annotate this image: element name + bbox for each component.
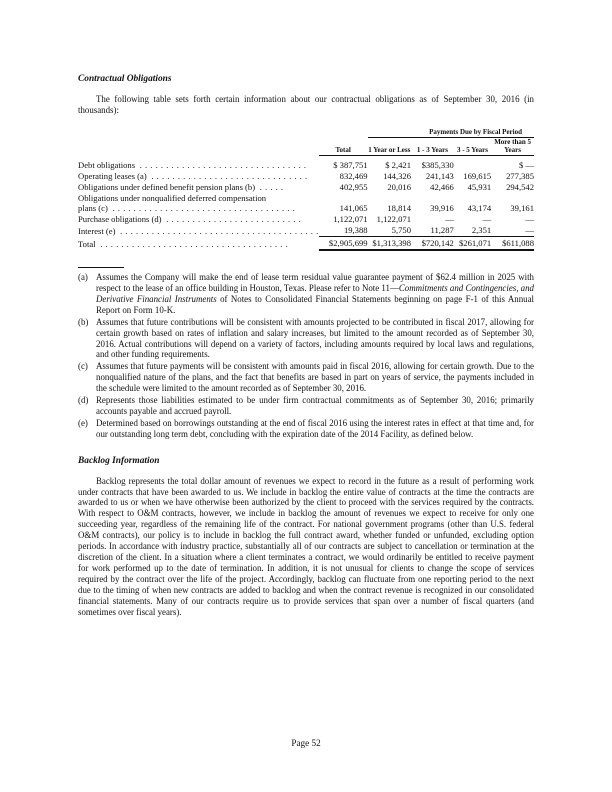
total-cell-3-5-years: $261,071 [454,237,491,250]
footnote-divider [78,267,124,268]
cell-total: 402,955 [339,181,368,192]
cell-more-than-5: 294,542 [506,181,534,192]
footnote-mark: (d) [78,395,89,406]
cell-total: 19,388 [343,225,368,236]
cell-more-than-5: 39,161 [510,203,534,214]
group-header-payments-due: Payments Due by Fiscal Period [368,128,534,138]
cell-1-year: 18,814 [387,203,412,214]
header-more-than-5-years: More than 5 Years [491,137,534,155]
table-row: Obligations under defined benefit pension plans (b) . . . . . 402,955 20,016 42,466 45,931 294,542 [78,181,534,192]
footnote-mark: (b) [78,316,89,327]
cell-more-than-5: — [525,225,534,236]
footnote-c [78,361,534,394]
cell-1-year: 1,122,071 [376,214,412,225]
footnote-d [78,395,534,417]
header-1-3-years: 1 - 3 Years [411,137,454,155]
table-row: Debt obligations . . . . . . . . . . . . . . . . . . . . . . . . . . . . . . . . $ 387,751 $ 2,421 $385,330 $ — [78,159,534,170]
cell-1-year: 20,016 [387,181,412,192]
total-cell-total: $2,905,699 [319,237,368,250]
header-1-year-or-less: 1 Year or Less [368,137,411,155]
row-label: Purchase obligations (d) [78,214,162,225]
section-heading-backlog-information: Backlog Information [78,455,160,466]
footnote-text: Assumes the Company will make the end of lease term residual value guarantee payment of $62.4 million in 2025 with respect to the lease of an office building in Houston, Texas. Please refer to Note 11—Commitments and Contingencies, and Derivative Financial Instruments of Notes to Consolidated Financial Statements beginning on page F-1 of this Annual Report on Form 10-K. [96,272,534,315]
footnote-mark: (a) [78,272,88,283]
row-label: plans (c) [78,203,108,214]
cell-1-3-years: — [445,214,454,225]
cell-3-5-years: 2,351 [471,225,492,236]
cell-total: 141,065 [339,203,368,214]
footnote-text: Assumes that future contributions will be consistent with amounts projected to be contributed in fiscal 2017, allowing for certain growth based on rates of inflation and salary increases, but limited to the amount recorded as of September 30, 2016. Actual contributions will depend on a variety of factors, including amounts required by local laws and regulations, and other funding requirements. [96,316,534,360]
table-row: Interest (e) . . . . . . . . . . . . . . . . . . . . . . . . . . . . . . . . . . . . . . 19,388 5,750 11,287 2,351 — [78,225,534,236]
table-row [78,193,534,204]
header-total: Total [319,137,368,155]
row-label: Obligations under nonqualified deferred compensation [78,192,267,203]
header-3-5-years: 3 - 5 Years [454,137,491,155]
cell-1-year: 144,326 [383,170,412,181]
footnote-a [78,272,534,316]
cell-more-than-5: — [525,214,534,225]
cell-1-3-years: 42,466 [430,181,454,192]
table-group-header-row [78,128,534,138]
cell-3-5-years: 43,174 [467,203,492,214]
cell-more-than-5: 277,385 [506,170,534,181]
backlog-paragraph: Backlog represents the total dollar amount of revenues we expect to record in the future as a result of performing work under contracts that have been awarded to us. We include in backlog the entire value of contracts at the time the contracts are awarded to us or when we have otherwise been authorized by the client to proceed with the services required by the contracts. With respect to O&M contracts, however, we include in backlog the amount of revenues we expect to receive for only one succeeding year, regardless of the remaining life of the contract. For national government programs (other than U.S. federal O&M contracts), our policy is to include in backlog the full contract award, whether funded or unfunded, excluding option periods. In accordance with industry practice, substantially all of our contracts are subject to cancellation or termination at the discretion of the client. In a situation where a client terminates a contract, we would ordinarily be entitled to receive payment for work performed up to the date of termination. In addition, it is not unusual for clients to change the scope of services required by the contract over the life of the project. Accordingly, backlog can fluctuate from one reporting period to the next due to the timing of when new contracts are added to backlog and when the contract revenue is recognized in our consolidated financial statements. Many of our contracts require us to provide services that span over a number of fiscal quarters (and sometimes over fiscal years). [78,475,534,617]
cell-total: 1,122,071 [333,214,368,225]
footnote-mark: (e) [78,417,88,428]
row-label: Debt obligations [78,159,136,170]
contractual-obligations-table [78,128,534,251]
document-page [78,74,534,617]
total-cell-more-than-5: $611,088 [491,237,534,250]
footnote-mark: (c) [78,361,88,372]
cell-total: 832,469 [339,170,368,181]
table-row: Operating leases (a) . . . . . . . . . . . . . . . . . . . . . . . . . . . . . . 832,469 144,326 241,143 169,615 277,385 [78,170,534,181]
cell-1-3-years: 11,287 [430,225,454,236]
footnote-text: Represents those liabilities estimated to be under firm contractual commitments as of September 30, 2016; primarily accounts payable and accrued payroll. [96,395,534,416]
row-label: Obligations under defined benefit pension plans (b) [78,181,256,192]
page-number: Page 52 [291,738,321,748]
total-label: Total [78,239,96,250]
cell-1-year: 5,750 [391,225,412,236]
cell-1-3-years: 241,143 [425,170,454,181]
table-row: plans (c) . . . . . . . . . . . . . . . . . . . . . . . . . . . . . . . . . . . 141,065 18,814 39,916 43,174 39,161 [78,203,534,214]
cell-1-year: $ 2,421 [385,159,412,170]
row-label: Operating leases (a) [78,170,147,181]
cell-3-5-years: — [482,214,492,225]
footnote-text: Assumes that future payments will be consistent with amounts paid in fiscal 2016, allowing for certain growth. Due to the nonqualified nature of the plans, and the fact that benefits are based in part on years of service, the payments included in the schedule were limited to the amount recorded as of September 30, 2016. [96,361,534,394]
cell-3-5-years: 169,615 [463,170,492,181]
section-heading-contractual-obligations: Contractual Obligations [78,74,172,84]
cell-3-5-years: 45,931 [467,181,492,192]
cell-3-5-years [454,160,491,171]
footnote-text: Determined based on borrowings outstanding at the end of fiscal 2016 using the interest rates in effect at that time and, for our outstanding long term debt, concluding with the expiration date of the 2014 Facility, as defined below. [96,417,534,439]
cell-1-3-years: 39,916 [430,203,454,214]
row-label: Interest (e) [78,225,116,236]
cell-more-than-5: $ — [518,159,534,170]
total-cell-1-3-years: $720,142 [411,237,454,250]
intro-paragraph: The following table sets forth certain information about our contractual obligations as of September 30, 2016 (in thousands): [78,94,534,115]
footnote-e [78,418,534,440]
table-total-row: Total . . . . . . . . . . . . . . . . . . . . . . . . . . . . . . . . . . . . $2,905,699 $1,313,398 $720,142 $261,071 $611,088 [78,238,534,250]
footnote-b [78,317,534,361]
total-cell-1-year: $1,313,398 [368,237,411,250]
cell-total: $ 387,751 [333,159,368,170]
table-header-row [78,137,534,155]
cell-1-3-years: $385,330 [421,159,454,170]
table-row: Purchase obligations (d) . . . . . . . . . . . . . . . . . . . . . . . . . . 1,122,071 1,122,071 — — — [78,214,534,225]
